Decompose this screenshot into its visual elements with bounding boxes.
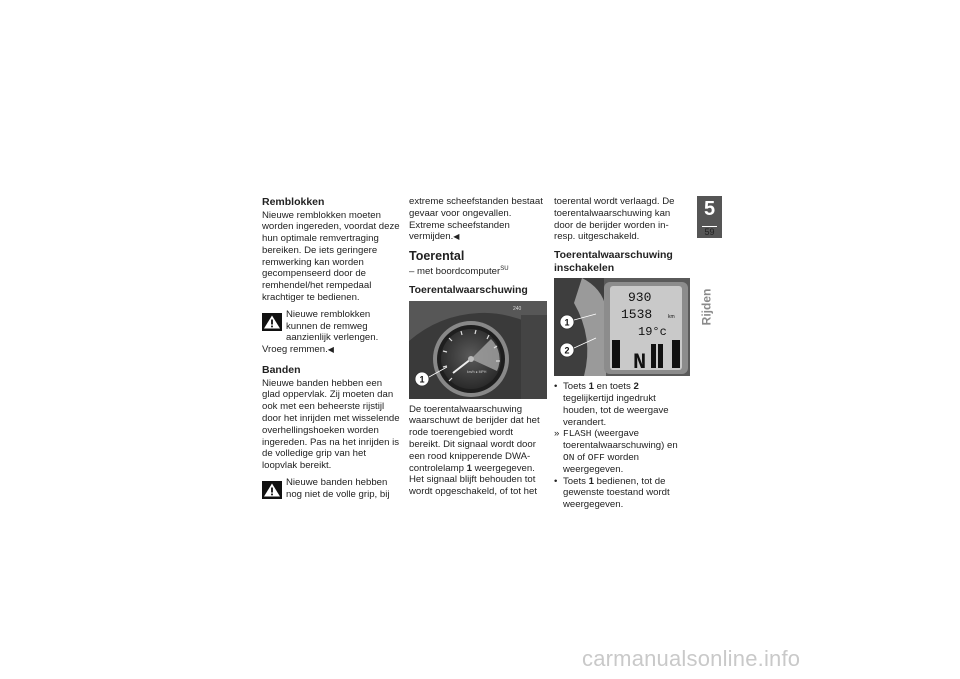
warning-banden xyxy=(262,477,400,501)
text-run: (weergave toerentalwaarschuwing) en xyxy=(563,428,678,452)
display-temp: 19°c xyxy=(638,325,667,340)
key-ref-1: 1 xyxy=(466,462,472,474)
heading-banden: Banden xyxy=(262,364,301,377)
display-term: OFF xyxy=(587,451,605,463)
text-remblokken: Nieuwe remblokken moeten worden ingereden, voordat deze hun optimale remvertraging bereiken. De iets geringere remwerking kan worden gecompenseerd door de remhendel/het rempedaal krachtiger te bedienen. xyxy=(262,209,400,304)
section-label-text: Rijden xyxy=(699,288,714,326)
heading-toerentalwaarschuwing: Toerentalwaarschuwing xyxy=(409,284,528,297)
text-run: bedienen, tot de gewenste toestand wordt weergegeven. xyxy=(563,475,670,511)
callout-1-label: 1 xyxy=(419,374,425,385)
display-term: ON xyxy=(563,451,575,463)
list-item xyxy=(554,381,690,428)
end-mark-icon: ◀ xyxy=(453,232,460,242)
list-item xyxy=(554,428,690,475)
display-value-2: 1538 xyxy=(621,307,653,323)
list-item xyxy=(554,476,690,511)
warning-text-1: Nieuwe remblokken kunnen de remweg aanzienlijk verlengen. xyxy=(286,308,379,344)
text-toerentalwaarschuwing xyxy=(409,404,547,498)
chapter-number: 5 xyxy=(703,198,716,220)
watermark: carmanualsonline.info xyxy=(582,646,801,671)
text-cont: extreme scheefstanden bestaat gevaar voor ongevallen. Extreme scheefstanden vermijden. xyxy=(409,196,543,243)
text-part-1: De toerentalwaarschuwing waarschuwt de berijder dat het rode toerengebied wordt bereikt. Dit signaal wordt door een rood knipperende DWA-controlelamp xyxy=(409,403,540,474)
warning-action-text: Vroeg remmen. xyxy=(262,344,328,356)
text-run: Toets xyxy=(563,475,586,487)
display-value-1: 930 xyxy=(628,290,652,306)
instruction-list xyxy=(554,381,690,511)
warning-action-1 xyxy=(262,344,400,356)
text-part-2: weergegeven. Het signaal blijft behouden tot wordt opgeschakeld, of tot het xyxy=(409,462,537,498)
column-2 xyxy=(409,196,547,498)
text-banden: Nieuwe banden hebben een glad oppervlak. Zij moeten dan ook met een beheerste rijstijl door het inrijden met wisselende overhellingshoeken worden ingereden. Pas na het inrijden is de volledige grip van het loopvlak bereikt. xyxy=(262,377,400,472)
page-number: 59 xyxy=(704,227,715,237)
key-ref: 1 xyxy=(588,381,594,393)
text-run: en toets xyxy=(596,381,631,393)
heading-toerental: Toerental xyxy=(409,249,465,264)
speedo-unit-label: km/h ● MPH xyxy=(467,369,487,374)
warning-text-2: Nieuwe banden hebben nog niet de volle grip, bij xyxy=(286,476,390,500)
text-run: Toets xyxy=(563,381,586,393)
tachometer-figure xyxy=(409,301,547,399)
display-figure xyxy=(554,278,690,376)
text-continued-3: toerental wordt verlaagd. De toerentalwaarschuwing kan door de berijder worden in- resp. uitgeschakeld. xyxy=(554,196,675,243)
warning-triangle-icon xyxy=(262,481,282,499)
text-run: worden weergegeven. xyxy=(563,451,640,475)
key-ref: 1 xyxy=(588,475,594,487)
column-1 xyxy=(262,196,400,501)
display-gear: N xyxy=(633,350,647,376)
heading-remblokken: Remblokken xyxy=(262,196,325,208)
text-continued-2 xyxy=(409,196,547,243)
section-label xyxy=(699,288,718,326)
text-run: of xyxy=(577,451,586,463)
text-run: tegelijkertijd ingedrukt houden, tot de weergave verandert. xyxy=(563,392,669,428)
warning-remblokken xyxy=(262,309,400,344)
speedo-max-label: 240 xyxy=(513,305,522,312)
column-3 xyxy=(554,196,690,511)
heading-inschakelen: Toerentalwaarschuwing inschakelen xyxy=(554,249,673,274)
display-unit: km xyxy=(668,314,675,321)
end-mark-icon: ◀ xyxy=(327,345,334,355)
option-line xyxy=(409,264,547,278)
option-text: – met boordcomputer xyxy=(409,266,501,278)
callout-1-label: 1 xyxy=(564,317,570,328)
callout-2-label: 2 xyxy=(564,345,570,356)
option-code: SU xyxy=(500,266,509,273)
warning-triangle-icon xyxy=(262,313,282,331)
key-ref: 2 xyxy=(633,381,639,393)
display-term: FLASH xyxy=(563,428,592,440)
